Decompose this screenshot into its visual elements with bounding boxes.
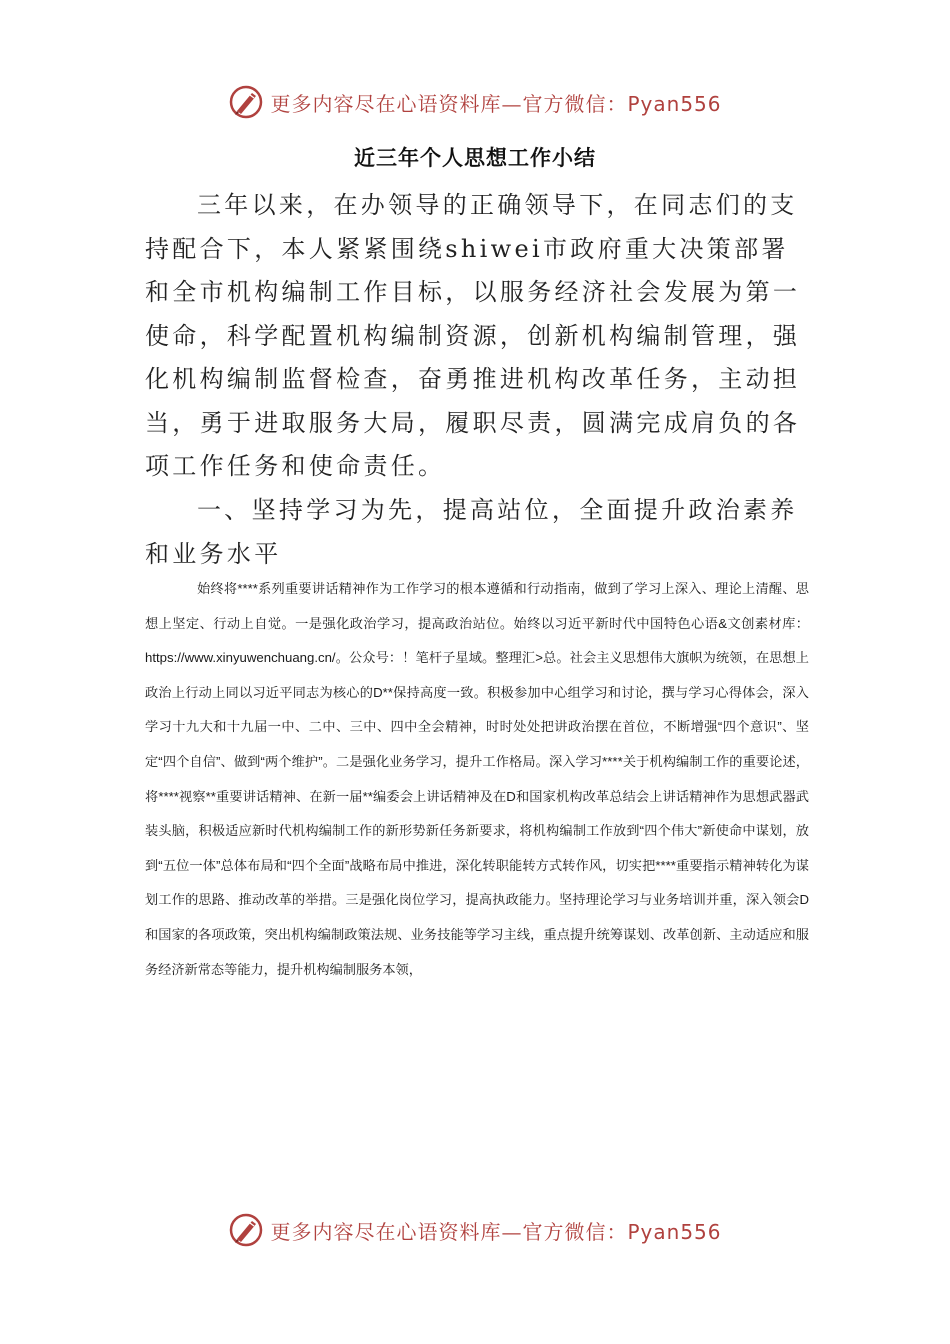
footer-watermark-banner: [0, 1210, 950, 1250]
intro-paragraph: 三年以来，在办领导的正确领导下，在同志们的支持配合下，本人紧紧围绕shiwei市政府重大决策部署和全市机构编制工作目标，以服务经济社会发展为第一使命，科学配置机构编制资源，创新机构编制管理，强化机构编制监督检查，奋勇推进机构改革任务，主动担当，勇于进取服务大局，履职尽责，圆满完成肩负的各项工作任务和使命责任。: [145, 191, 801, 480]
pen-logo-icon: [228, 84, 264, 120]
pen-logo-icon: [228, 1212, 264, 1248]
watermark-text: 更多内容尽在心语资料库—官方微信：Pyan556: [270, 1219, 722, 1244]
section-heading: 一、坚持学习为先，提高站位，全面提升政治素养和业务水平: [145, 496, 798, 568]
document-title: 近三年个人思想工作小结: [354, 146, 596, 170]
body-paragraph: 始终将****系列重要讲话精神作为工作学习的根本遵循和行动指南，做到了学习上深入、理论上清醒、思想上坚定、行动上自觉。一是强化政治学习，提高政治站位。始终以习近平新时代中国特色心语&文创素材库：https://www.xinyuwenchuang.cn/。公众号：！笔杆子星域。整理汇>总。社会主义思想伟大旗帜为统领，在思想上政治上行动上同以习近平同志为核心的D**保持高度一致。积极参加中心组学习和讨论，撰与学习心得体会，深入学习十九大和十九届一中、二中、三中、四中全会精神，时时处处把讲政治摆在首位，不断增强“四个意识”、坚定“四个自信”、做到“两个维护”。二是强化业务学习，提升工作格局。深入学习****关于机构编制工作的重要论述，将****视察**重要讲话精神、在新一届**编委会上讲话精神及在D和国家机构改革总结会上讲话精神作为思想武器武装头脑，积极适应新时代机构编制工作的新形势新任务新要求，将机构编制工作放到“四个伟大”新使命中谋划，放到“五位一体”总体布局和“四个全面”战略布局中推进，深化转职能转方式转作风，切实把****重要指示精神转化为谋划工作的思路、推动改革的举措。三是强化岗位学习，提高执政能力。坚持理论学习与业务培训并重，深入领会D和国家的各项政策，突出机构编制政策法规、业务技能等学习主线，重点提升统筹谋划、改革创新、主动适应和服务经济新常态等能力，提升机构编制服务本领，: [145, 581, 809, 977]
watermark-text: 更多内容尽在心语资料库—官方微信：Pyan556: [270, 91, 722, 116]
header-watermark-banner: [0, 82, 950, 122]
